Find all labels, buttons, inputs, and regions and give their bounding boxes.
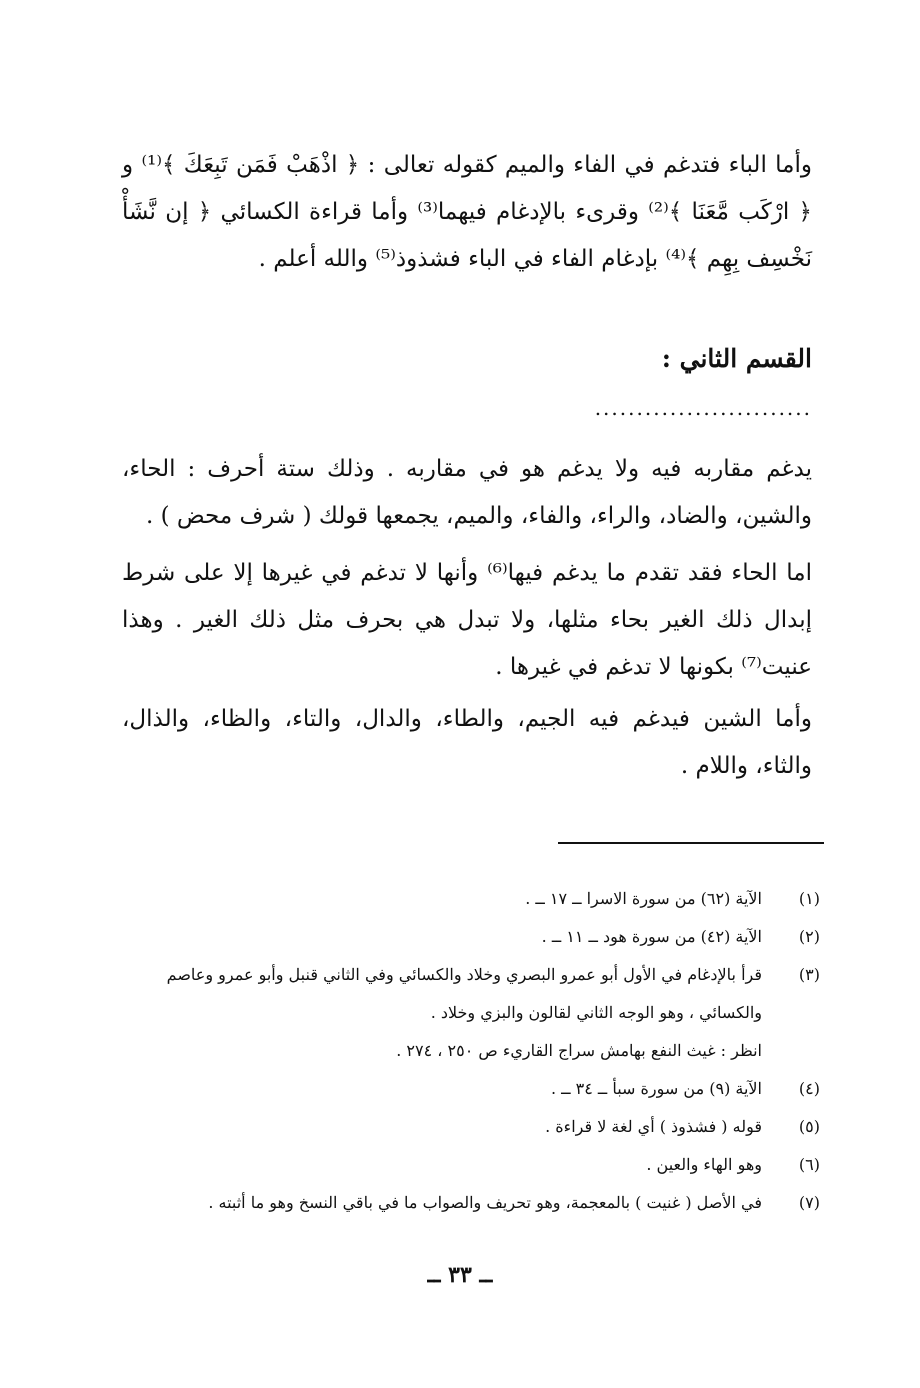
page-number: ــ ٣٣ ــ: [427, 1262, 493, 1288]
footnote-item: [130, 1070, 820, 1108]
footnote-number: (٢): [798, 927, 820, 946]
paragraph-text: وأما الباء فتدغم في الفاء والميم كقوله تعالى : ﴿ اذْهَبْ فَمَن تَبِعَكَ ﴾⁽¹⁾ و ﴿ ارْكَب مَّعَنَا ﴾⁽²⁾ وقرىء بالإدغام فيهما⁽³⁾ وأما قراءة الكسائي ﴿ إن نَّشَأْ نَخْسِف بِهِم ﴾⁽⁴⁾ بإدغام الفاء في الباء فشذوذ⁽⁵⁾ والله أعلم .: [122, 152, 812, 272]
footnote-continuation: انظر : غيث النفع بهامش سراج القاريء ص ٢٥٠ ، ٢٧٤ .: [396, 1041, 762, 1060]
footnote-continuation: والكسائي ، وهو الوجه الثاني لقالون والبزي وخلاد .: [430, 1003, 762, 1022]
footnote-item: [130, 1146, 820, 1184]
footnote-number: (١): [798, 889, 820, 908]
footnote-number: (٣): [798, 965, 820, 984]
footnote-text: قوله ( فشذوذ ) أي لغة لا قراءة .: [545, 1117, 762, 1136]
footnote-item: [130, 1184, 820, 1222]
paragraph-text: يدغم مقاربه فيه ولا يدغم هو في مقاربه . وذلك ستة أحرف : الحاء، والشين، والضاد، والراء، والفاء، والميم، يجمعها قولك ( شرف محض ) .: [122, 456, 813, 529]
footnote-text: الآية (٦٢) من سورة الاسرا ــ ١٧ ــ .: [525, 889, 762, 908]
paragraph-ha: [122, 550, 812, 691]
footnotes-list: [130, 880, 820, 1222]
paragraph-text: اما الحاء فقد تقدم ما يدغم فيها⁽⁶⁾ وأنها لا تدغم في غيرها إلا على شرط إبدال ذلك الغير بحاء مثلها، ولا تبدل هي بحرف مثل ذلك الغير . وهذا عنيت⁽⁷⁾ بكونها لا تدغم في غيرها .: [122, 560, 812, 680]
footnote-text: في الأصل ( غنيت ) بالمعجمة، وهو تحريف والصواب ما في باقي النسخ وهو ما أثبته .: [208, 1193, 762, 1212]
dotted-separator: ..........................: [594, 396, 812, 420]
footnote-item: [130, 1108, 820, 1146]
footnote-number: (٥): [798, 1117, 820, 1136]
footnote-number: (٤): [798, 1079, 820, 1098]
footnote-text: الآية (٤٢) من سورة هود ــ ١١ ــ .: [541, 927, 762, 946]
paragraph-text: وأما الشين فيدغم فيه الجيم، والطاء، والدال، والتاء، والظاء، والذال، والثاء، واللام .: [122, 706, 812, 779]
paragraph-shin: [122, 696, 812, 790]
footnote-item: [130, 880, 820, 918]
footnote-number: (٦): [798, 1155, 820, 1174]
section-heading: القسم الثاني :: [661, 344, 812, 373]
footnote-text: وهو الهاء والعين .: [646, 1155, 762, 1174]
footnote-item: [130, 918, 820, 956]
footnote-item: [130, 956, 820, 994]
paragraph-six-letters: [122, 446, 812, 540]
footnote-rule: [558, 842, 824, 844]
footnote-text: الآية (٩) من سورة سبأ ــ ٣٤ ــ .: [550, 1079, 762, 1098]
paragraph-ba-idgham: [122, 142, 812, 283]
footnote-text: قرأ بالإدغام في الأول أبو عمرو البصري وخلاد والكسائي وفي الثاني قنبل وأبو عمرو وعاصم: [166, 965, 762, 984]
footnote-number: (٧): [798, 1193, 820, 1212]
